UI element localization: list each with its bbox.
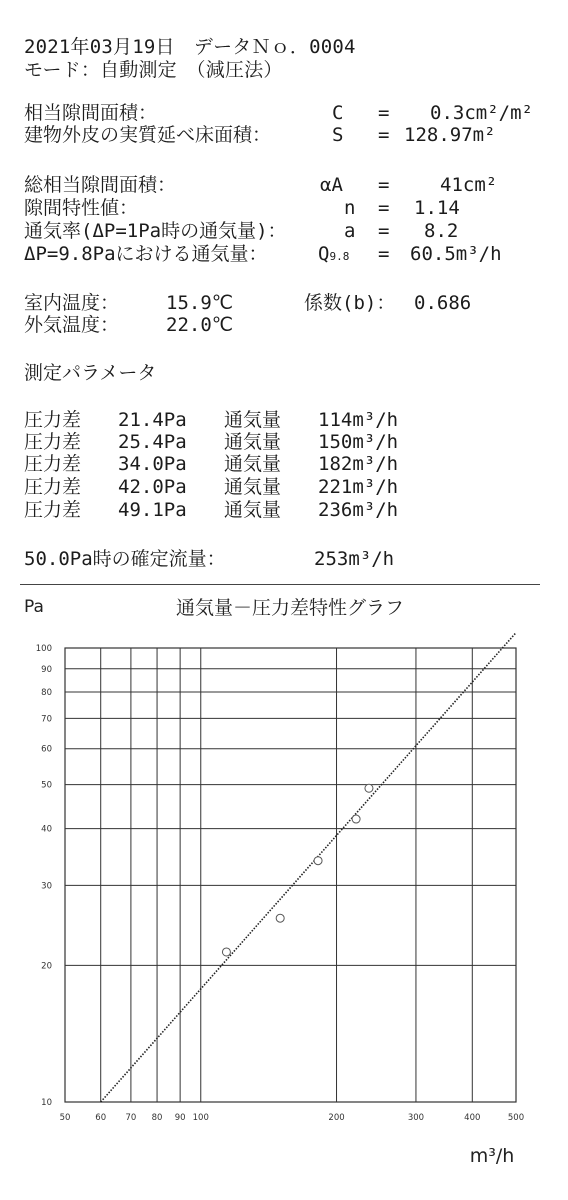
pressure-value: 49.1Pa	[118, 499, 187, 521]
flow-value: 221m³/h	[318, 476, 399, 498]
aa-equals: =	[378, 174, 390, 196]
y-tick-label: 10	[41, 1098, 52, 1108]
mode-line: モード：自動測定 （減圧法）	[24, 59, 283, 81]
flow-label: 通気量	[224, 499, 282, 521]
y-tick-label: 40	[41, 824, 52, 835]
x-tick-label: 90	[174, 1113, 186, 1123]
y-tick-label: 70	[41, 714, 52, 725]
data-point	[314, 857, 322, 865]
pressure-value: 42.0Pa	[118, 476, 187, 498]
outdoor-temp-label: 外気温度：	[24, 314, 120, 336]
x-tick-label: 500	[507, 1113, 525, 1123]
coef-label: 係数(b)：	[304, 292, 396, 314]
a-symbol: a	[344, 220, 356, 242]
s-symbol: S	[332, 124, 344, 146]
flow-value: 182m³/h	[318, 453, 399, 475]
n-equals: =	[378, 197, 390, 219]
s-label: 建物外皮の実質延べ床面積：	[24, 124, 272, 146]
data-point	[365, 784, 373, 792]
a-equals: =	[378, 220, 390, 242]
q-label: ΔP=9.8Paにおける通気量：	[24, 243, 268, 265]
x-tick-label: 70	[125, 1113, 137, 1123]
x-tick-label: 300	[407, 1113, 425, 1123]
q-symbol	[318, 243, 349, 268]
aa-symbol: αA	[320, 174, 343, 196]
aa-label: 総相当隙間面積：	[24, 174, 177, 196]
flow-value: 236m³/h	[318, 499, 399, 521]
pressure-label: 圧力差	[24, 409, 82, 431]
pressure-label: 圧力差	[24, 499, 82, 521]
airflow-pressure-chart	[0, 590, 568, 1180]
params-heading: 測定パラメータ	[24, 362, 157, 384]
x-axis-label: m³/h	[469, 1145, 515, 1167]
flow-label: 通気量	[224, 453, 282, 475]
flow-label: 通気量	[224, 431, 282, 453]
flow-label: 通気量	[224, 409, 282, 431]
n-symbol: n	[344, 197, 356, 219]
indoor-temp-value: 15.9℃	[166, 292, 234, 314]
y-tick-label: 90	[41, 664, 52, 675]
coef-value: 0.686	[414, 292, 472, 314]
c-label: 相当隙間面積：	[24, 102, 158, 124]
chart-title: 通気量－圧力差特性グラフ	[175, 597, 405, 619]
flow-label: 通気量	[224, 476, 282, 498]
q-value: 60.5m³/h	[410, 243, 502, 265]
a-label: 通気率(ΔP=1Pa時の通気量)：	[24, 220, 287, 242]
aa-value: 41cm²	[440, 174, 498, 196]
q-symbol-letter: Q	[318, 243, 330, 265]
flow-value: 114m³/h	[318, 409, 399, 431]
y-tick-label: 50	[41, 780, 52, 791]
q-subscript: 9.8	[329, 250, 350, 263]
outdoor-temp-value: 22.0℃	[166, 314, 234, 336]
x-tick-label: 50	[59, 1113, 71, 1123]
pressure-label: 圧力差	[24, 431, 82, 453]
s-value: 128.97m²	[404, 124, 496, 146]
plot-frame	[65, 648, 516, 1102]
x-tick-label: 100	[192, 1113, 209, 1123]
flow-value: 150m³/h	[318, 431, 399, 453]
data-point	[352, 815, 360, 823]
indoor-temp-label: 室内温度：	[24, 292, 120, 314]
c-value: 0.3cm²/m²	[430, 102, 533, 124]
pressure-value: 21.4Pa	[118, 409, 187, 431]
c-symbol: C	[332, 102, 344, 124]
y-tick-label: 100	[35, 644, 52, 654]
y-tick-label: 60	[41, 744, 52, 755]
n-value: 1.14	[414, 197, 460, 219]
y-tick-label: 20	[41, 961, 52, 972]
pressure-label: 圧力差	[24, 453, 82, 475]
c-equals: =	[378, 102, 390, 124]
x-tick-label: 200	[328, 1113, 345, 1123]
pressure-label: 圧力差	[24, 476, 82, 498]
fixed-flow-label: 50.0Pa時の確定流量：	[24, 548, 226, 570]
date-line: 2021年03月19日 データＮｏ．0004	[24, 36, 356, 58]
pressure-value: 34.0Pa	[118, 453, 187, 475]
x-tick-label: 400	[464, 1113, 481, 1123]
fit-line	[101, 633, 516, 1102]
q-equals: =	[378, 243, 390, 265]
y-tick-label: 30	[41, 881, 52, 892]
divider	[20, 584, 540, 585]
data-point	[276, 914, 284, 922]
n-label: 隙間特性値：	[24, 197, 139, 219]
y-tick-label: 80	[41, 687, 52, 698]
a-value: 8.2	[424, 220, 459, 242]
x-tick-label: 80	[151, 1113, 163, 1123]
y-axis-label: Pa	[24, 597, 44, 617]
fixed-flow-value: 253m³/h	[314, 548, 395, 570]
s-equals: =	[378, 124, 390, 146]
data-point	[222, 948, 230, 956]
x-tick-label: 60	[95, 1113, 107, 1123]
pressure-value: 25.4Pa	[118, 431, 187, 453]
